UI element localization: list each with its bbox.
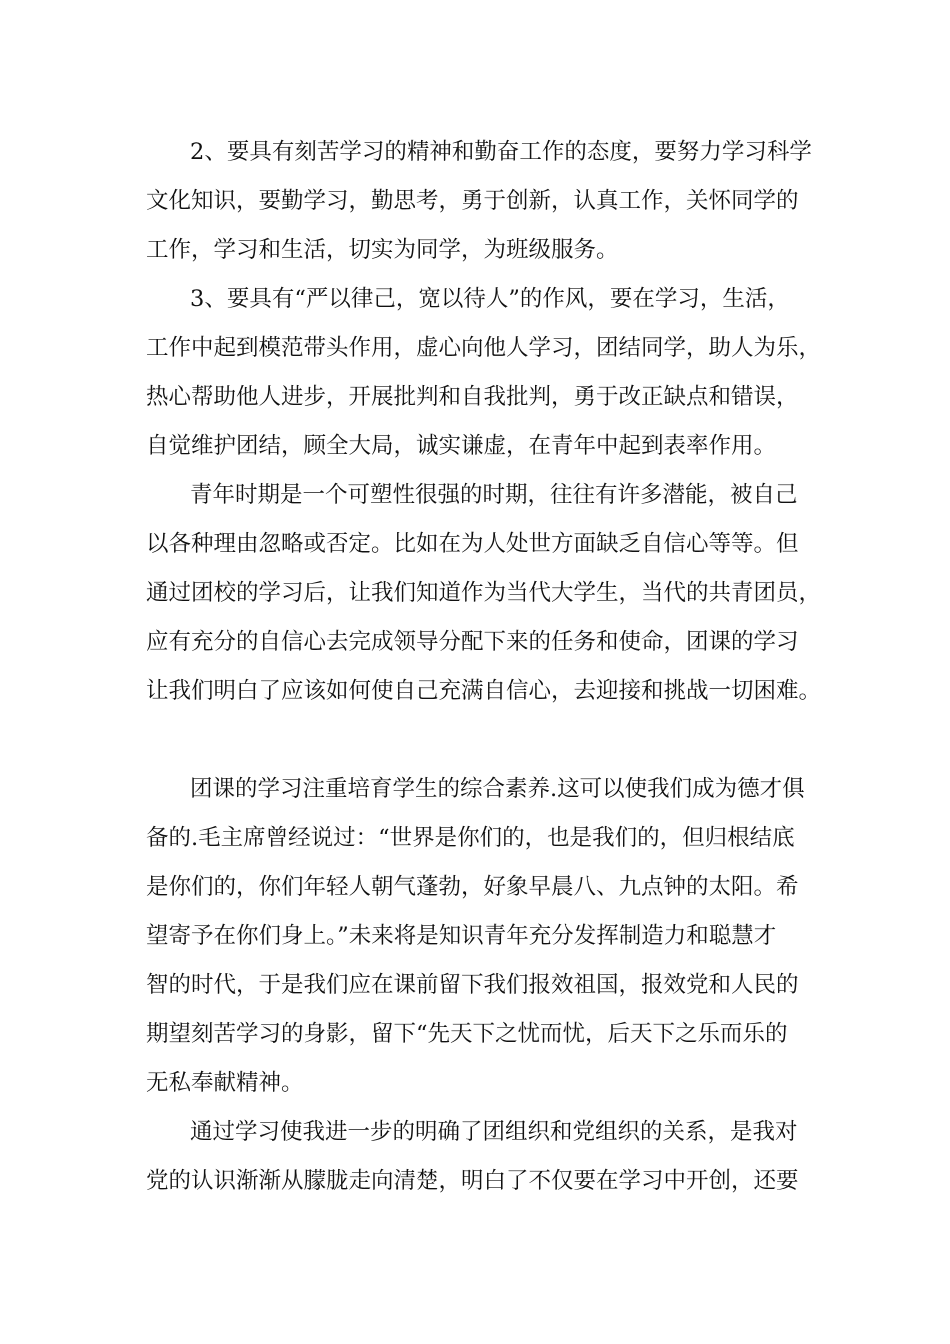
paragraph-course-line-5: 智的时代，于是我们应在课前留下我们报效祖国，报效党和人民的 [146, 972, 799, 998]
paragraph-3-line-1: 3、要具有“严以律己，宽以待人”的作风，要在学习，生活， [190, 286, 790, 312]
paragraph-3-line-2: 工作中起到模范带头作用，虚心向他人学习，团结同学，助人为乐， [146, 335, 822, 361]
paragraph-course-line-6: 期望刻苦学习的身影，留下“先天下之忧而忧，后天下之乐而乐的 [146, 1021, 788, 1047]
paragraph-youth-line-5: 让我们明白了应该如何使自己充满自信心，去迎接和挑战一切困难。 [146, 678, 822, 704]
paragraph-3-line-3: 热心帮助他人进步，开展批判和自我批判，勇于改正缺点和错误， [146, 384, 799, 410]
paragraph-2-line-3: 工作，学习和生活，切实为同学，为班级服务。 [146, 237, 619, 263]
paragraph-youth-line-4: 应有充分的自信心去完成领导分配下来的任务和使命，团课的学习 [146, 629, 799, 655]
paragraph-2-line-1: 2、要具有刻苦学习的精神和勤奋工作的态度，要努力学习科学 [190, 139, 812, 165]
paragraph-youth-line-2: 以各种理由忽略或否定。比如在为人处世方面缺乏自信心等等。但 [146, 531, 799, 557]
paragraph-party-line-1: 通过学习使我进一步的明确了团组织和党组织的关系，是我对 [190, 1119, 798, 1145]
paragraph-2-line-2: 文化知识，要勤学习，勤思考，勇于创新，认真工作，关怀同学的 [146, 188, 799, 214]
paragraph-course-line-7: 无私奉献精神。 [146, 1070, 304, 1096]
paragraph-course-line-4: 望寄予在你们身上。”未来将是知识青年充分发挥制造力和聪慧才 [146, 923, 777, 949]
paragraph-course-line-2: 备的.毛主席曾经说过：“世界是你们的，也是我们的，但归根结底 [146, 825, 795, 851]
paragraph-party-line-2: 党的认识渐渐从朦胧走向清楚，明白了不仅要在学习中开创，还要 [146, 1168, 799, 1194]
paragraph-youth-line-3: 通过团校的学习后，让我们知道作为当代大学生，当代的共青团员， [146, 580, 822, 606]
paragraph-3-line-4: 自觉维护团结，顾全大局，诚实谦虚，在青年中起到表率作用。 [146, 433, 777, 459]
paragraph-course-line-1: 团课的学习注重培育学生的综合素养.这可以使我们成为德才俱 [190, 776, 805, 802]
paragraph-course-line-3: 是你们的，你们年轻人朝气蓬勃，好象早晨八、九点钟的太阳。希 [146, 874, 799, 900]
paragraph-youth-line-1: 青年时期是一个可塑性很强的时期，往往有许多潜能，被自己 [190, 482, 798, 508]
